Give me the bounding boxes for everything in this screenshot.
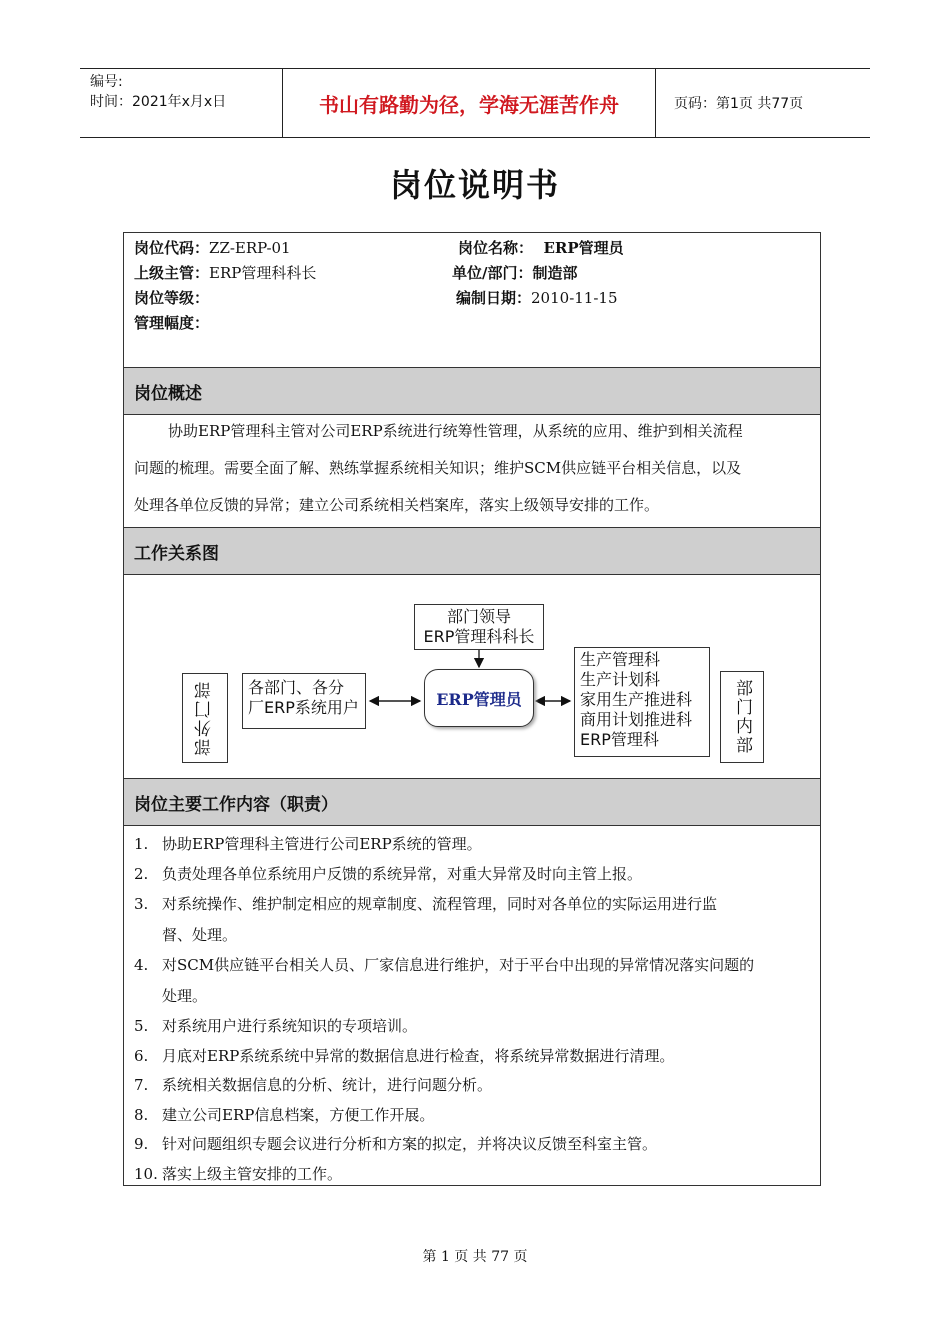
info-row-3 (134, 287, 209, 312)
section-overview: 岗位概述 (124, 367, 820, 415)
unit-2: 生产计划科 (580, 670, 661, 689)
unit-5: ERP管理科 (580, 730, 659, 749)
leader-line-1: 部门领导 (446, 607, 511, 626)
document-title: 岗位说明书 (389, 166, 560, 204)
page-footer: 第 1 页 共 77 页 (422, 1249, 528, 1265)
name-value: ERP管理员 (543, 239, 624, 257)
scope-label: 管理幅度： (134, 314, 210, 332)
users-box (242, 673, 366, 729)
overview-line-3: 处理各单位反馈的异常；建立公司系统相关档案库，落实上级领导安排的工作。 (134, 496, 660, 514)
header-slogan: 书山有路勤为径，学海无涯苦作舟 (282, 69, 656, 137)
number-label: 编号: (90, 74, 123, 90)
info-name (458, 237, 624, 262)
leader-line-2: ERP管理科科长 (423, 627, 535, 646)
info-row-1 (134, 237, 291, 262)
unit-1: 生产管理科 (580, 650, 661, 669)
external-dept-box: 部外门部 (182, 673, 228, 763)
overview-line-2: 问题的梳理。需要全面了解、熟练掌握系统相关知识；维护SCM供应链平台相关信息，以及 (134, 459, 742, 477)
overview-line-1: 协助ERP管理科主管对公司ERP系统进行统筹性管理，从系统的应用、维护到相关流程 (168, 422, 743, 440)
info-row-4 (134, 312, 209, 337)
internal-dept-box: 部门内部 (720, 671, 764, 763)
overview-text (134, 413, 814, 524)
dept-label: 单位/部门： (452, 264, 533, 282)
work-relations-diagram (124, 575, 820, 777)
time-label: 时间：2021年x月x日 (90, 94, 227, 110)
leader-box (414, 604, 544, 650)
unit-3: 家用生产推进科 (580, 690, 693, 709)
job-description-box: 岗位代码：ZZ-ERP-01 岗位名称： ERP管理员 上级主管：ERP管理科科长 单位/部门：制造部 岗位等级： 编制日期：2010-11-15 管理幅度： 岗位概述 协助ERP管理科主管对公司ERP系统进行统筹性管理，从系统的应用、维护到相关流程 问题的梳理。需要全面了解、熟练掌握系统相关知识；维护SCM供应链平台相关信息，以及 处理各单位反馈的异常；建立公司系统相关档案库，落实上级领导安排的工作。 工作关系图 部门领导 ERP管理科科长 ERP管理员 各部门、各分 厂ERP系统用户 部外门部 生产管理科 生产计划科 家用生产推进科 商用计划推进科 ERP管理科 部门内部 岗位主要工作内容（职责） 1. 协助ERP管理科主管进行公司ERP系统的管理。 2. 负责处理各单位系统用户反馈的系统异常，对重大异常及时向主管上报。 3. 对系统操作、维护制定相应的规章制度、流程管理，同时对各单位的实际运用进行监 督、处理。 4. 对SCM供应链平台相关人员、厂家信息进行维护，对于平台中出现的异常情况落实问题的 处理。 5. 对系统用户进行系统知识的专项培训。 6. 月底对ERP系统系统中异常的数据信息进行检查，将系统异常数据进行清理。 7. 系统相关数据信息的分析、统计，进行问题分析。 8. 建立公司ERP信息档案，方便工作开展。 9. 针对问题组织专题会议进行分析和方案的拟定，并将决议反馈至科室主管。 10. 落实上级主管安排的工作。 (123, 232, 821, 1186)
header-meta (80, 69, 280, 137)
supervisor-value: ERP管理科科长 (209, 264, 317, 282)
level-label: 岗位等级： (134, 289, 210, 307)
info-dept (452, 262, 578, 287)
supervisor-label: 上级主管： (134, 264, 210, 282)
section-duties: 岗位主要工作内容（职责） (124, 778, 820, 826)
page-header (80, 68, 870, 138)
date-label: 编制日期： (456, 289, 532, 307)
unit-4: 商用计划推进科 (580, 710, 693, 729)
erp-admin-node: ERP管理员 (424, 669, 534, 727)
date-value: 2010-11-15 (531, 289, 618, 307)
name-label: 岗位名称： (458, 239, 534, 257)
section-relations: 工作关系图 (124, 527, 820, 575)
info-date (456, 287, 618, 312)
dept-value: 制造部 (532, 264, 578, 282)
internal-units-box (574, 647, 710, 757)
users-line-2: 厂ERP系统用户 (248, 698, 359, 717)
users-line-1: 各部门、各分 (248, 678, 345, 697)
info-row-2 (134, 262, 316, 287)
header-page-info (664, 69, 870, 137)
code-value: ZZ-ERP-01 (209, 239, 291, 257)
code-label: 岗位代码： (134, 239, 210, 257)
page-info-text: 页码：第1页 共77页 (674, 96, 804, 112)
